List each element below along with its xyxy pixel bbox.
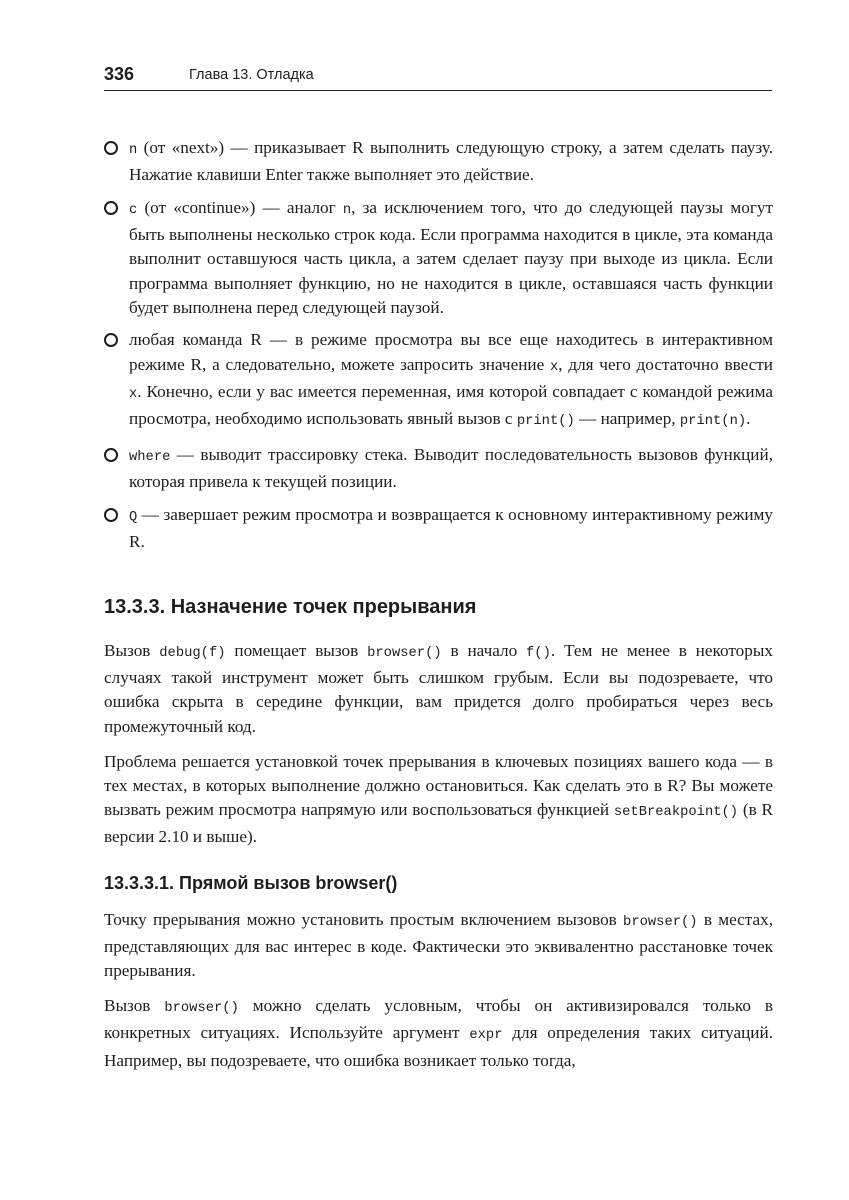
paragraph	[104, 908, 773, 984]
text-run: — например,	[574, 409, 680, 429]
list-item-next	[104, 136, 773, 187]
inline-code: expr	[469, 1028, 503, 1044]
paragraph	[104, 994, 773, 1073]
list-item-text	[129, 136, 773, 187]
page-body	[104, 136, 773, 1084]
inline-code: browser()	[367, 646, 442, 662]
text-run: — выводит трассировку стека. Выводит последовательность вызовов функций, которая привела к текущей позиции.	[129, 444, 773, 491]
list-item-any-command	[104, 328, 773, 434]
debugger-commands-list	[104, 136, 773, 554]
list-item-where	[104, 443, 773, 494]
text-run: , за исключением того, что до следующей паузы могут быть выполнены несколько строк кода. Если программа находится в цикле, эта команда выполнит оставшуюся часть цикла, а затем сделает паузу при выходе из цикла. Если программа выполняет функцию, но не находится в цикле, оставшаяся часть функции будет выполнена перед следующей паузой.	[129, 197, 773, 317]
page-number: 336	[104, 64, 135, 84]
inline-code: debug(f)	[159, 646, 226, 662]
circle-bullet-icon	[104, 333, 118, 347]
inline-code: n	[129, 143, 138, 158]
text-run: (в R версии 2.10 и выше).	[104, 800, 773, 847]
inline-code: setBreakpoint()	[613, 805, 739, 821]
paragraph	[104, 639, 773, 739]
text-run: можно сделать условным, чтобы он активизировался только в конкретных ситуациях. Используйте аргумент	[104, 996, 773, 1043]
text-run: Точку прерывания можно установить простым включением вызовов	[104, 909, 624, 929]
text-run: для определения таких ситуаций. Например, вы подозреваете, что ошибка возникает только тогда,	[104, 1023, 773, 1070]
text-run: (от «continue») — аналог	[137, 197, 343, 217]
text-run: .	[746, 409, 751, 429]
text-run: (от «next») — приказывает R выполнить следующую строку, а затем сделать паузу. Нажатие клавиши Enter также выполняет это действие.	[129, 138, 773, 185]
inline-code: x	[550, 359, 559, 375]
inline-code: browser()	[164, 1001, 239, 1017]
text-run: , для чего достаточно ввести	[558, 354, 773, 374]
list-item-continue	[104, 196, 773, 320]
inline-code: where	[129, 449, 171, 465]
circle-bullet-icon	[104, 508, 118, 522]
list-item-quit	[104, 503, 773, 554]
running-header	[104, 64, 772, 91]
text-run: помещает вызов	[225, 641, 368, 661]
list-item-text	[129, 196, 773, 320]
circle-bullet-icon	[104, 448, 118, 462]
inline-code: n	[342, 202, 352, 218]
text-run: в местах, представляющих для вас интерес в коде. Фактически это эквивалентно расстановке точек прерывания.	[104, 909, 773, 981]
inline-code: Q	[129, 509, 138, 525]
text-run: . Конечно, если у вас имеется переменная, имя которой совпадает с командой режима просмотра, необходимо использовать явный вызов с	[129, 381, 773, 429]
text-run: Вызов	[104, 996, 165, 1016]
list-item-text	[129, 503, 773, 554]
text-run: Проблема решается установкой точек прерывания в ключевых позициях вашего кода — в тех местах, в которых выполнение должно остановиться. Как сделать это в R? Вы можете вызвать режим просмотра напрямую или воспользоваться функцией	[104, 751, 773, 820]
chapter-title: Глава 13. Отладка	[189, 67, 314, 83]
inline-code: browser()	[623, 914, 698, 930]
list-item-text	[129, 328, 773, 434]
circle-bullet-icon	[104, 201, 118, 215]
subsection-heading: 13.3.3.1. Прямой вызов browser()	[104, 872, 398, 893]
text-run: в начало	[441, 641, 527, 661]
text-run: Вызов	[104, 641, 160, 661]
text-run: любая команда R — в режиме просмотра вы все еще находитесь в интерактивном режиме R, а следовательно, можете запросить значение	[129, 330, 773, 374]
section-heading: 13.3.3. Назначение точек прерывания	[104, 596, 477, 619]
circle-bullet-icon	[104, 141, 118, 155]
inline-code: print()	[516, 414, 575, 430]
text-run: — завершает режим просмотра и возвращается к основному интерактивному режиму R.	[129, 504, 773, 551]
inline-code: print(n)	[679, 414, 747, 430]
inline-code: x	[129, 386, 138, 402]
paragraph	[104, 750, 773, 850]
text-run: . Тем не менее в некоторых случаях такой инструмент может быть слишком грубым. Если вы подозреваете, что ошибка скрыта в середине функции, вам придется долго пробираться через весь промежуточный код.	[104, 641, 773, 736]
inline-code: f()	[526, 646, 551, 662]
inline-code: c	[129, 202, 138, 218]
list-item-text	[129, 443, 773, 494]
